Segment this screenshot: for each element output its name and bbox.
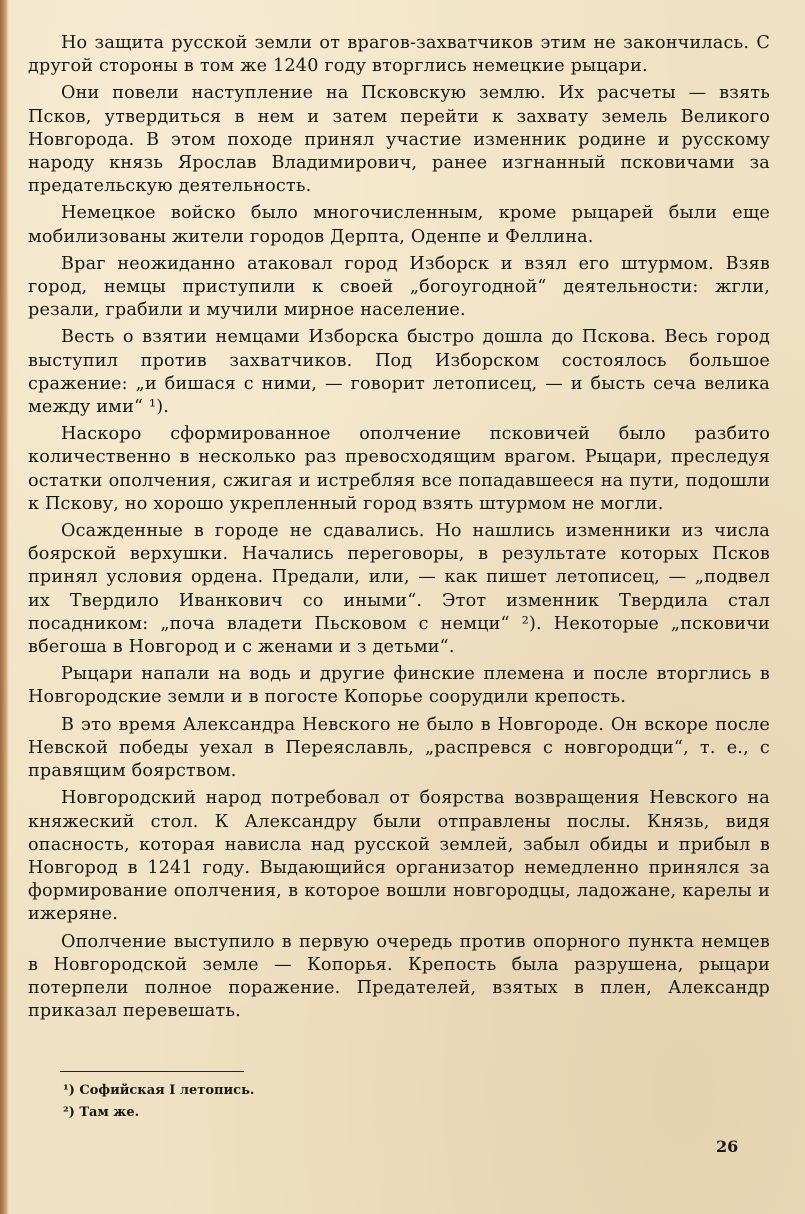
paragraph: Весть о взятии немцами Изборска быстро дошла до Пскова. Весь город выступил против захватчиков. Под Изборском состоялось большое сражение: „и бишася с ними, — говорит летописец, — и бысть сеча велика между ими“ ¹). [28,327,770,418]
footnote: ¹) Софийская I летопись. [63,1083,255,1098]
main-text [28,32,770,1027]
paragraph: Новгородский народ потребовал от боярства возвращения Невского на княжеский стол. К Александру были отправлены послы. Князь, видя опасность, которая нависла над русской землей, забыл обиды и прибыл в Новгород в 1241 году. Выдающийся организатор немедленно принялся за формирование ополчения, в которое вошли новгородцы, ладожане, карелы и ижеряне. [28,788,770,925]
paragraph: Враг неожиданно атаковал город Изборск и взял его штурмом. Взяв город, немцы приступили к своей „богоугодной“ деятельности: жгли, резали, грабили и мучили мирное население. [28,253,770,321]
paragraph: Они повели наступление на Псковскую землю. Их расчеты — взять Псков, утвердиться в нем и затем перейти к захвату земель Великого Новгорода. В этом походе принял участие изменник родине и русскому народу князь Ярослав Владимирович, ранее изгнанный псковичами за предательскую деятельность. [28,83,770,197]
paragraph: Наскоро сформированное ополчение псковичей было разбито количественно в несколько раз превосходящим врагом. Рыцари, преследуя остатки ополчения, сжигая и истребляя все попадавшееся на пути, подошли к Пскову, но хорошо укрепленный город взять штурмом не могли. [28,424,770,514]
footnotes [63,1080,254,1124]
paragraph: В это время Александра Невского не было в Новгороде. Он вскоре после Невской победы уехал в Переяславль, „распревся с новгородци“, т. е., с правящим боярством. [28,714,770,782]
paragraph: Но защита русской земли от врагов-захватчиков этим не закончилась. С другой стороны в том же 1240 году вторглись немецкие рыцари. [28,33,770,77]
page-number: 26 [716,1137,739,1156]
paragraph: Осажденные в городе не сдавались. Но нашлись изменники из числа боярской верхушки. Начались переговоры, в результате которых Псков принял условия ордена. Предали, или, — как пишет летописец, — „подвел их Твердило Иванкович со иными“. Этот изменник Твердила стал посадником: „поча владети Пьсковом с немци“ ²). Некоторые „псковичи вбегоша в Новгород и с женами и з детьми“. [28,521,770,658]
footnote-divider [60,1071,244,1072]
paragraph: Рыцари напали на водь и другие финские племена и после вторглись в Новгородские земли и в погосте Копорье соорудили крепость. [28,664,770,708]
footnote: ²) Там же. [63,1105,140,1120]
paragraph: Ополчение выступило в первую очередь против опорного пункта немцев в Новгородской земле — Копорья. Крепость была разрушена, рыцари потерпели полное поражение. Предателей, взятых в плен, Александр приказал перевешать. [28,931,770,1022]
page-binding-edge [0,0,9,1214]
paragraph: Немецкое войско было многочисленным, кроме рыцарей были еще мобилизованы жители городов Дерпта, Оденпе и Феллина. [28,203,770,247]
